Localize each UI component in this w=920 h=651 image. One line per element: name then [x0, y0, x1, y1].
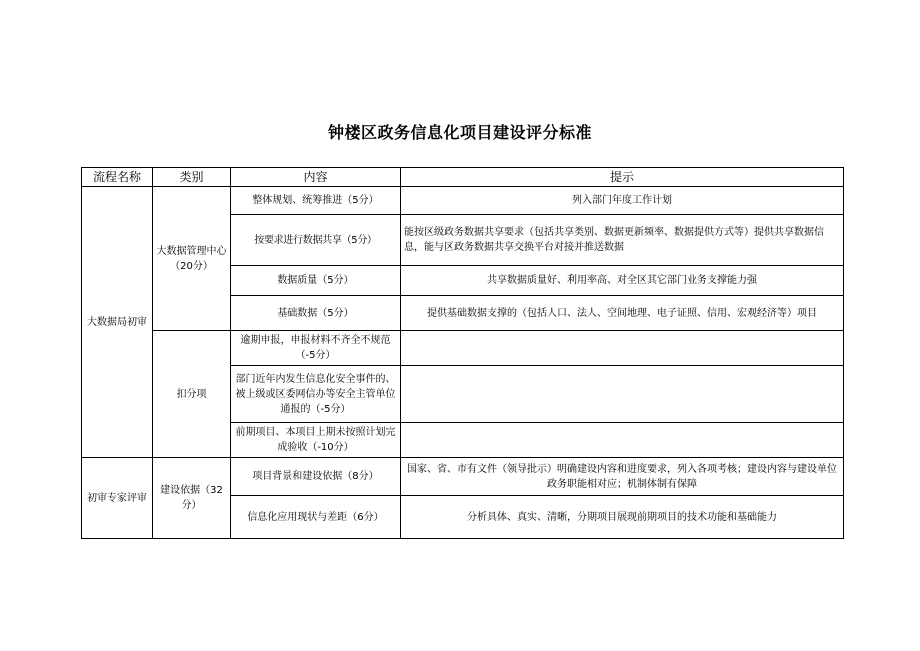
content-cell: 基础数据（5分） [231, 296, 401, 331]
process-cell: 大数据局初审 [82, 187, 153, 458]
hint-cell [401, 331, 844, 366]
content-cell: 前期项目、本项目上期未按照计划完成验收（-10分） [231, 423, 401, 458]
hint-cell: 提供基础数据支撑的（包括人口、法人、空间地理、电子证照、信用、宏观经济等）项目 [401, 296, 844, 331]
table-row [82, 458, 844, 496]
hint-cell: 列入部门年度工作计划 [401, 187, 844, 215]
header-process: 流程名称 [82, 168, 153, 187]
content-cell: 整体规划、统筹推进（5分） [231, 187, 401, 215]
page-title: 钟楼区政务信息化项目建设评分标准 [327, 123, 592, 142]
category-cell: 扣分项 [153, 331, 231, 458]
content-cell: 按要求进行数据共享（5分） [231, 215, 401, 266]
content-cell: 项目背景和建设依据（8分） [231, 458, 401, 496]
hint-cell: 国家、省、市有文件（领导批示）明确建设内容和进度要求，列入各项考核；建设内容与建设单位政务职能相对应；机制体制有保障 [401, 458, 844, 496]
hint-cell: 分析具体、真实、清晰，分期项目展现前期项目的技术功能和基础能力 [401, 496, 844, 539]
content-cell: 部门近年内发生信息化安全事件的、被上级或区委网信办等安全主管单位通报的（-5分） [231, 366, 401, 423]
table-header-row [82, 168, 844, 187]
hint-cell [401, 366, 844, 423]
hint-cell [401, 423, 844, 458]
table-row [82, 187, 844, 215]
scoring-table [81, 167, 844, 539]
category-cell: 建设依据（32分） [153, 458, 231, 539]
table-row [82, 331, 844, 366]
header-category: 类别 [153, 168, 231, 187]
content-cell: 数据质量（5分） [231, 266, 401, 296]
header-content: 内容 [231, 168, 401, 187]
hint-cell: 共享数据质量好、利用率高、对全区其它部门业务支撑能力强 [401, 266, 844, 296]
content-cell: 信息化应用现状与差距（6分） [231, 496, 401, 539]
category-cell: 大数据管理中心（20分） [153, 187, 231, 331]
header-hint: 提示 [401, 168, 844, 187]
content-cell: 逾期申报，申报材料不齐全不规范（-5分） [231, 331, 401, 366]
hint-cell: 能按区级政务数据共享要求（包括共享类别、数据更新频率、数据提供方式等）提供共享数据信息，能与区政务数据共享交换平台对接并推送数据 [401, 215, 844, 266]
process-cell: 初审专家评审 [82, 458, 153, 539]
